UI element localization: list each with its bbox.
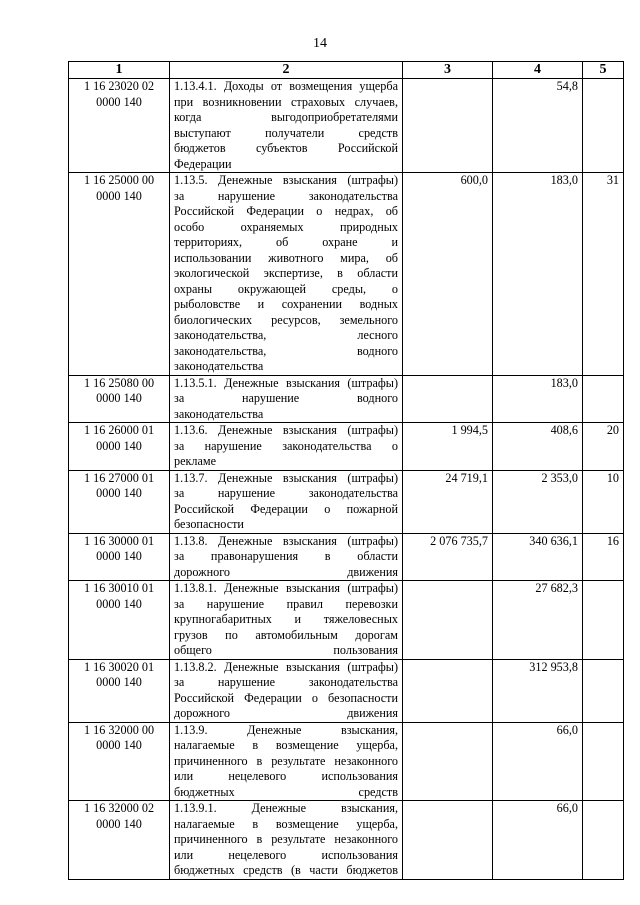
plan-amount-cell <box>403 79 493 173</box>
table-row <box>69 659 624 722</box>
revenue-name-line: биологических ресурсов, земельного <box>174 312 398 327</box>
execution-percent-cell: 20 <box>583 423 624 471</box>
revenue-name-cell <box>170 533 403 581</box>
revenue-name-line: 1.13.4.1. Доходы от возмещения ущерба <box>174 79 398 93</box>
budget-code-cell <box>69 801 170 880</box>
budget-code-line: 1 16 30020 01 <box>83 659 155 674</box>
actual-amount-cell: 408,6 <box>493 423 583 471</box>
revenue-name-line: при возникновении страховых случаев, <box>174 94 398 109</box>
table-row <box>69 375 624 423</box>
revenue-name-cell <box>170 79 403 173</box>
execution-percent-cell <box>583 375 624 423</box>
execution-percent-cell <box>583 659 624 722</box>
revenue-name-line: безопасности <box>174 517 244 531</box>
execution-percent-cell: 10 <box>583 470 624 533</box>
revenue-name-line: 1.13.6. Денежные взыскания (штрафы) <box>174 423 398 437</box>
table-row <box>69 470 624 533</box>
column-header-name: 2 <box>170 62 403 79</box>
actual-amount-cell: 66,0 <box>493 801 583 880</box>
actual-amount-cell: 183,0 <box>493 173 583 376</box>
revenue-name-line: дорожного движения <box>174 564 398 579</box>
revenue-name-line: использовании животного мира, об <box>174 250 398 265</box>
revenue-name-line: общего пользования <box>174 643 398 657</box>
budget-code-cell <box>69 581 170 660</box>
revenue-name-line: особо охраняемых природных <box>174 219 398 234</box>
revenue-name-cell <box>170 581 403 660</box>
revenue-name-line: за правонарушения в области <box>174 549 398 563</box>
budget-code-cell <box>69 722 170 801</box>
budget-code-line: 0000 140 <box>96 188 142 203</box>
budget-code-line: 0000 140 <box>96 816 142 831</box>
actual-amount-cell: 66,0 <box>493 722 583 801</box>
revenue-name-line: причиненного в результате незаконного <box>174 832 398 846</box>
column-header-plan: 3 <box>403 62 493 79</box>
revenue-name-line: 1.13.5.1. Денежные взыскания (штрафы) <box>174 375 398 390</box>
plan-amount-cell: 24 719,1 <box>403 470 493 533</box>
revenue-name-line: 1.13.9. Денежные взыскания, <box>174 722 398 737</box>
budget-code-line: 0000 140 <box>96 738 142 752</box>
budget-revenue-table <box>68 61 624 880</box>
revenue-name-cell <box>170 423 403 471</box>
budget-code-line: 1 16 23020 02 <box>83 79 155 93</box>
revenue-name-line: законодательства, лесного <box>174 328 398 342</box>
revenue-name-line: законодательства <box>174 359 264 373</box>
budget-code-cell <box>69 375 170 423</box>
page-number: 14 <box>313 36 327 51</box>
budget-code-line: 1 16 32000 02 <box>83 801 155 815</box>
revenue-name-cell <box>170 470 403 533</box>
plan-amount-cell: 1 994,5 <box>403 423 493 471</box>
column-header-code: 1 <box>69 62 170 79</box>
plan-amount-cell <box>403 375 493 423</box>
revenue-name-line: когда выгодоприобретателями <box>174 110 398 124</box>
revenue-name-line: Федерации <box>174 156 232 171</box>
plan-amount-cell: 2 076 735,7 <box>403 533 493 581</box>
revenue-name-line: 1.13.8. Денежные взыскания (штрафы) <box>174 533 398 548</box>
revenue-name-line: 1.13.8.2. Денежные взыскания (штрафы) <box>174 659 398 674</box>
revenue-name-cell <box>170 659 403 722</box>
budget-code-line: 0000 140 <box>96 675 142 689</box>
revenue-name-line: причиненного в результате незаконного <box>174 753 398 768</box>
budget-code-line: 1 16 25080 00 <box>83 375 155 390</box>
column-header-percent: 5 <box>583 62 624 79</box>
budget-code-line: 1 16 26000 01 <box>83 423 155 437</box>
revenue-name-line: рыболовстве и сохранении водных <box>174 297 398 311</box>
table-row <box>69 722 624 801</box>
plan-amount-cell <box>403 801 493 880</box>
budget-code-line: 1 16 30000 01 <box>83 533 155 548</box>
revenue-name-line: Российской Федерации о недрах, об <box>174 204 398 218</box>
revenue-name-line: 1.13.9.1. Денежные взыскания, <box>174 801 398 815</box>
revenue-name-line: за нарушение водного <box>174 391 398 405</box>
revenue-name-line: Российской Федерации о пожарной <box>174 501 398 516</box>
revenue-name-line: за нарушение правил перевозки <box>174 596 398 611</box>
revenue-name-line: территориях, об охране и <box>174 235 398 249</box>
revenue-name-line: дорожного движения <box>174 706 398 720</box>
revenue-name-line: рекламе <box>174 454 217 468</box>
budget-code-line: 1 16 27000 01 <box>83 470 155 485</box>
table-row <box>69 79 624 173</box>
execution-percent-cell <box>583 722 624 801</box>
execution-percent-cell: 31 <box>583 173 624 376</box>
actual-amount-cell: 312 953,8 <box>493 659 583 722</box>
execution-percent-cell <box>583 801 624 880</box>
revenue-name-line: бюджетных средств (в части бюджетов <box>174 863 398 877</box>
actual-amount-cell: 2 353,0 <box>493 470 583 533</box>
actual-amount-cell: 27 682,3 <box>493 581 583 660</box>
actual-amount-cell: 340 636,1 <box>493 533 583 581</box>
budget-code-line: 0000 140 <box>96 391 142 405</box>
budget-code-line: 0000 140 <box>96 438 142 453</box>
budget-code-line: 0000 140 <box>96 596 142 611</box>
revenue-name-line: за нарушение законодательства <box>174 675 398 689</box>
table-row <box>69 173 624 376</box>
revenue-name-line: законодательства, водного <box>174 343 398 358</box>
revenue-name-line: Российской Федерации о безопасности <box>174 690 398 705</box>
revenue-name-cell <box>170 801 403 880</box>
execution-percent-cell <box>583 79 624 173</box>
header-row <box>69 62 624 79</box>
revenue-name-line: бюджетных средств <box>174 784 398 799</box>
budget-code-line: 1 16 25000 00 <box>83 173 155 187</box>
budget-code-line: 1 16 32000 00 <box>83 722 155 737</box>
revenue-name-line: или нецелевого использования <box>174 847 398 862</box>
budget-code-cell <box>69 659 170 722</box>
revenue-name-line: крупногабаритных и тяжеловесных <box>174 612 398 626</box>
revenue-name-line: охраны окружающей среды, о <box>174 281 398 296</box>
budget-code-cell <box>69 533 170 581</box>
plan-amount-cell <box>403 722 493 801</box>
budget-code-cell <box>69 470 170 533</box>
column-header-actual: 4 <box>493 62 583 79</box>
revenue-name-cell <box>170 722 403 801</box>
budget-code-cell <box>69 423 170 471</box>
table-body <box>69 79 624 880</box>
budget-code-cell <box>69 173 170 376</box>
revenue-name-line: бюджетов субъектов Российской <box>174 141 398 155</box>
revenue-name-line: за нарушение законодательства о <box>174 438 398 453</box>
revenue-name-line: 1.13.8.1. Денежные взыскания (штрафы) <box>174 581 398 595</box>
actual-amount-cell: 54,8 <box>493 79 583 173</box>
revenue-name-line: 1.13.7. Денежные взыскания (штрафы) <box>174 470 398 485</box>
budget-code-line: 0000 140 <box>96 486 142 500</box>
budget-code-cell <box>69 79 170 173</box>
plan-amount-cell <box>403 659 493 722</box>
revenue-name-line: экологической экспертизе, в области <box>174 266 398 280</box>
table-row <box>69 581 624 660</box>
table-row <box>69 533 624 581</box>
revenue-name-line: налагаемые в возмещение ущерба, <box>174 816 398 831</box>
execution-percent-cell <box>583 581 624 660</box>
budget-code-line: 0000 140 <box>96 549 142 563</box>
actual-amount-cell: 183,0 <box>493 375 583 423</box>
revenue-name-line: грузов по автомобильным дорогам <box>174 627 398 642</box>
revenue-name-cell <box>170 173 403 376</box>
revenue-name-line: за нарушение законодательства <box>174 486 398 500</box>
revenue-name-line: 1.13.5. Денежные взыскания (штрафы) <box>174 173 398 187</box>
plan-amount-cell <box>403 581 493 660</box>
execution-percent-cell: 16 <box>583 533 624 581</box>
revenue-name-line: законодательства <box>174 406 264 421</box>
table-row <box>69 423 624 471</box>
plan-amount-cell: 600,0 <box>403 173 493 376</box>
revenue-name-cell <box>170 375 403 423</box>
table-row <box>69 801 624 880</box>
revenue-name-line: за нарушение законодательства <box>174 188 398 203</box>
revenue-name-line: или нецелевого использования <box>174 769 398 783</box>
revenue-name-line: налагаемые в возмещение ущерба, <box>174 738 398 752</box>
budget-code-line: 0000 140 <box>96 94 142 109</box>
budget-code-line: 1 16 30010 01 <box>83 581 155 595</box>
revenue-name-line: выступают получатели средств <box>174 125 398 140</box>
